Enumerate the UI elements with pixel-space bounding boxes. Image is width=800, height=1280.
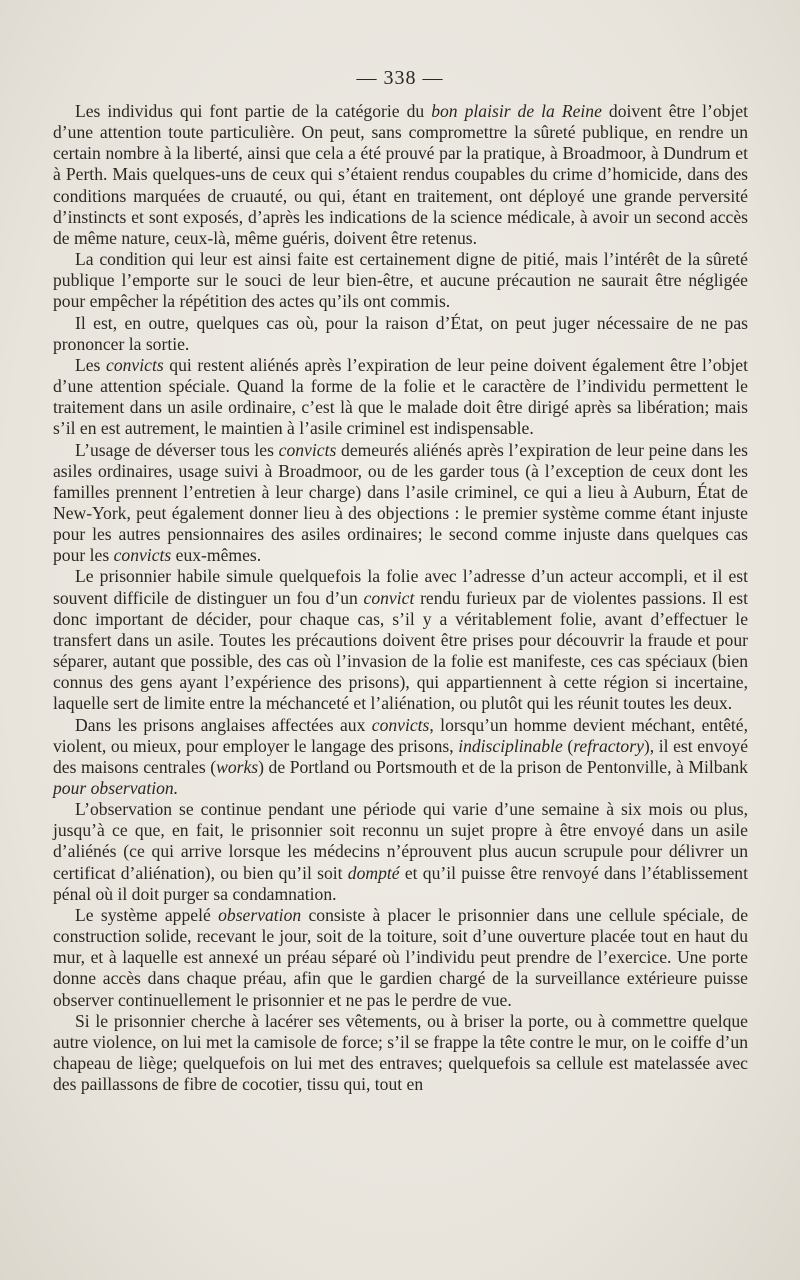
paragraph (53, 313, 748, 355)
paragraph (53, 440, 748, 567)
text-run: rendu furieux par de violentes passions. Il est donc important de décider, pour chaque cas, s’il y a véritablement folie, avant d’effectuer le transfert dans un asile. Toutes les précautions doivent être prises pour découvrir la fraude et pour séparer, autant que possible, des cas où l’invasion de la folie est manifeste, ces cas spéciaux (bien connus des gens ayant l’expérience des prisons), qui appartiennent à cette région si incertaine, laquelle sert de limite entre la méchanceté et l’aliénation, ou plutôt qui les réunit toutes les deux. (53, 587, 748, 714)
italic-text: works (216, 756, 259, 777)
page-number: — 338 — (356, 67, 444, 89)
paragraph (53, 355, 748, 440)
paragraph (53, 566, 748, 714)
italic-text: convicts (278, 439, 337, 460)
italic-text: convicts (371, 714, 430, 735)
text-run: L’usage de déverser tous les (75, 439, 279, 460)
italic-text: convicts (106, 354, 164, 375)
paragraph (53, 905, 748, 1011)
text-run: demeurés aliénés après l’expiration de leur peine dans les asiles ordinaires, usage suivi à Broadmoor, ou de les garder tous (à l’exception de ceux dont les familles prennent l’entretien à leur charge) dans l’asile criminel, ce qui a lieu à Auburn, État de New-York, peut également donner lieu à des objections : le premier système comme étant injuste pour les autres pensionnaires des asiles ordinaires; le second comme injuste dans quelques cas pour les (53, 439, 748, 566)
paragraph (53, 1011, 748, 1096)
text-run: , lorsqu’un homme devient méchant, entêté, violent, ou mieux, pour employer le langage des prisons, (53, 714, 748, 756)
italic-text: convict (363, 587, 415, 608)
text-run: ) de Portland ou Portsmouth et de la prison de Pentonville, à Milbank (258, 756, 748, 777)
paragraph (53, 249, 748, 312)
paragraph (53, 101, 748, 249)
text-run: L’observation se continue pendant une période qui varie d’une semaine à six mois ou plus, jusqu’à ce que, en fait, le prisonnier soit reconnu un sujet propre à être envoyé dans un asile d’aliénés (ce qui arrive lorsque les médecins n’éprouvent plus aucun scrupule pour délivrer un certificat d’aliénation), ou bien qu’il soit (53, 799, 748, 883)
italic-text: indisciplinable (458, 735, 563, 756)
body-text (53, 101, 748, 1095)
text-run: Le prisonnier habile simule quelquefois la folie avec l’adresse d’un acteur accompli, et il est souvent difficile de distinguer un fou d’un (53, 566, 748, 608)
text-run: ), il est envoyé des maisons centrales ( (53, 735, 748, 777)
text-run: Il est, en outre, quelques cas où, pour la raison d’État, on peut juger nécessaire de ne pas prononcer la sortie. (53, 312, 748, 354)
text-run: qui restent aliénés après l’expiration de leur peine doivent également être l’objet d’une attention spéciale. Quand la forme de la folie et le caractère de l’individu permettent le traitement dans un asile ordinaire, c’est là que le malade doit être dirigé après sa libération; mais s’il en est autrement, le maintien à l’asile criminel est indispensable. (53, 354, 748, 439)
text-run: La condition qui leur est ainsi faite est certainement digne de pitié, mais l’intérêt de la sûreté publique l’emporte sur le souci de leur bien-être, et aucune précaution ne saurait être négligée pour empêcher la répétition des actes qu’ils ont commis. (53, 249, 748, 312)
text-run: consiste à placer le prisonnier dans une cellule spéciale, de construction solide, recevant le jour, soit de la toiture, soit d’une ouverture placée tout en haut du mur, et à laquelle est annexé un préau séparé où l’individu peut prendre de l’exercice. Une porte donne accès dans chaque préau, afin que le gardien chargé de la surveillance extérieure puisse observer continuellement le prisonnier et ne pas le perdre de vue. (53, 904, 748, 1010)
text-run: Si le prisonnier cherche à lacérer ses vêtements, ou à briser la porte, ou à commettre quelque autre violence, on lui met la camisole de force; s’il se frappe la tête contre le mur, on le coiffe d’un chapeau de liège; quelquefois on lui met des entraves; quelquefois sa cellule est matelassée avec des paillassons de fibre de cocotier, tissu qui, tout en (53, 1010, 748, 1095)
text-run: Les individus qui font partie de la catégorie du (75, 101, 432, 121)
italic-text: refractory (573, 735, 644, 756)
italic-text: pour observation. (53, 778, 179, 798)
text-run: et qu’il puisse être renvoyé dans l’établissement pénal où il doit purger sa condamnation. (53, 862, 748, 904)
text-run: eux-mêmes. (171, 545, 262, 566)
italic-text: convicts (113, 545, 172, 566)
italic-text: observation (218, 904, 302, 925)
paragraph (53, 799, 748, 905)
text-run: ( (562, 735, 574, 756)
paragraph (53, 715, 748, 800)
italic-text: dompté (347, 862, 400, 883)
text-run: Les (75, 354, 107, 375)
text-run: doivent être l’objet d’une attention toute particulière. On peut, sans compromettre la sûreté publique, en rendre un certain nombre à la liberté, ainsi que cela a été prouvé par la pratique, à Broadmoor, à Dundrum et à Perth. Mais quelques-uns de ceux qui s’étaient rendus coupables du crime d’homicide, dans des conditions marquées de cruauté, ou qui, étant en traitement, ont déployé une grande perversité d’instincts et sont exposés, d’après les indications de la science médicale, à avoir un second accès de même nature, ceux-là, même guéris, doivent être retenus. (53, 101, 749, 248)
text-run: Dans les prisons anglaises affectées aux (75, 714, 372, 735)
text-run: Le système appelé (75, 904, 219, 925)
italic-text: bon plaisir de la Reine (431, 101, 602, 121)
